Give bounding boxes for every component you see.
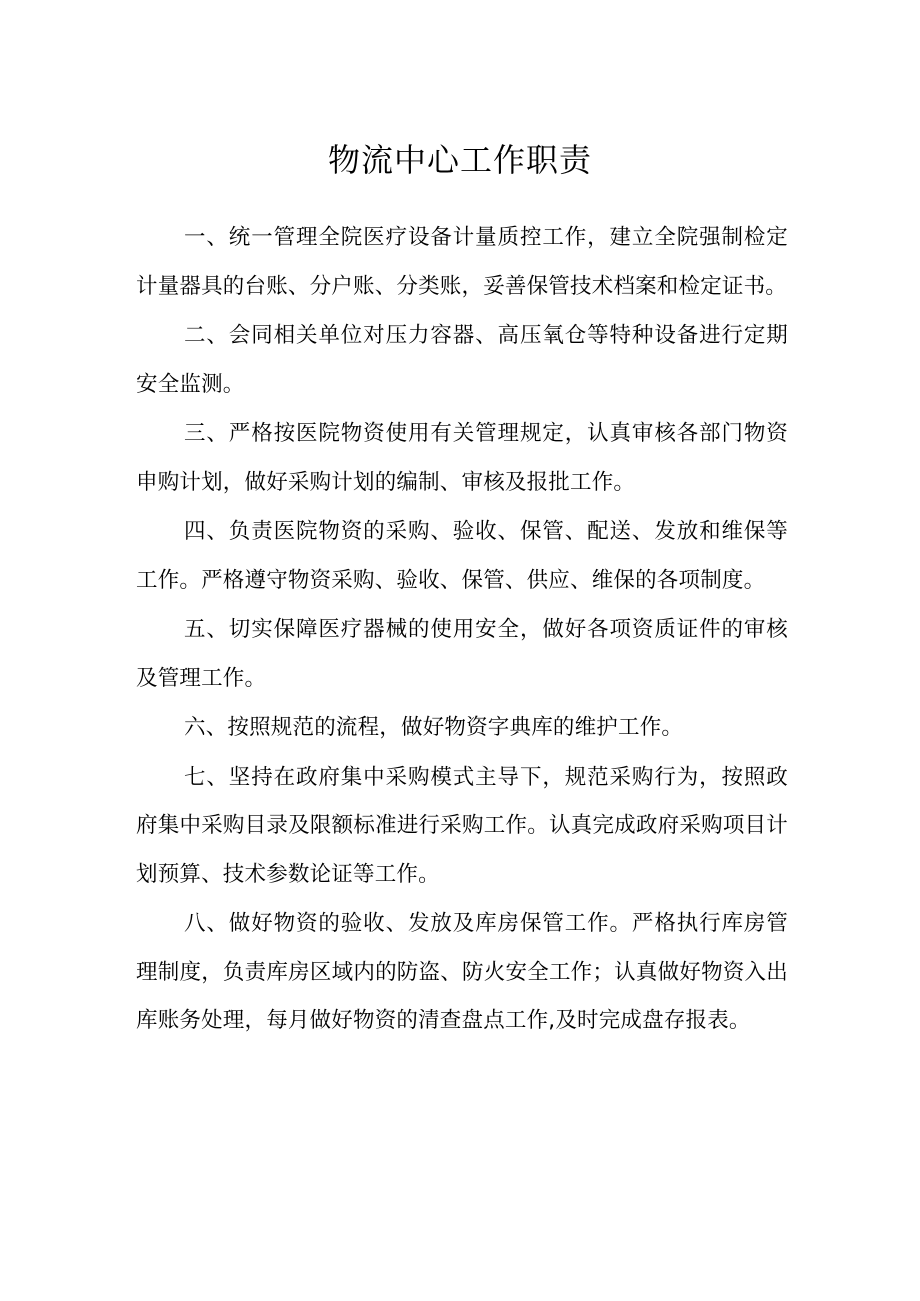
duty-paragraph-6: 六、按照规范的流程，做好物资字典库的维护工作。 [184,715,684,740]
document-title: 物流中心工作职责 [327,141,592,179]
duty-paragraph-5: 五、切实保障医疗器械的使用安全，做好各项资质证件的审核及管理工作。 [136,617,788,691]
duty-paragraph-4: 四、负责医院物资的采购、验收、保管、配送、发放和维保等工作。严格遵守物资采购、验收、保管、供应、维保的各项制度。 [136,519,788,593]
document-body [136,214,788,1047]
duty-paragraph-3: 三、严格按医院物资使用有关管理规定，认真审核各部门物资申购计划，做好采购计划的编制、审核及报批工作。 [136,421,788,495]
duty-paragraph-2: 二、会同相关单位对压力容器、高压氧仓等特种设备进行定期安全监测。 [136,323,788,397]
duty-paragraph-1: 一、统一管理全院医疗设备计量质控工作，建立全院强制检定计量器具的台账、分户账、分类账，妥善保管技术档案和检定证书。 [136,225,788,299]
duty-paragraph-7: 七、坚持在政府集中采购模式主导下，规范采购行为，按照政府集中采购目录及限额标准进行采购工作。认真完成政府采购项目计划预算、技术参数论证等工作。 [136,764,788,887]
duty-paragraph-8: 八、做好物资的验收、发放及库房保管工作。严格执行库房管理制度，负责库房区域内的防盗、防火安全工作；认真做好物资入出库账务处理，每月做好物资的清查盘点工作,及时完成盘存报表。 [136,911,788,1033]
